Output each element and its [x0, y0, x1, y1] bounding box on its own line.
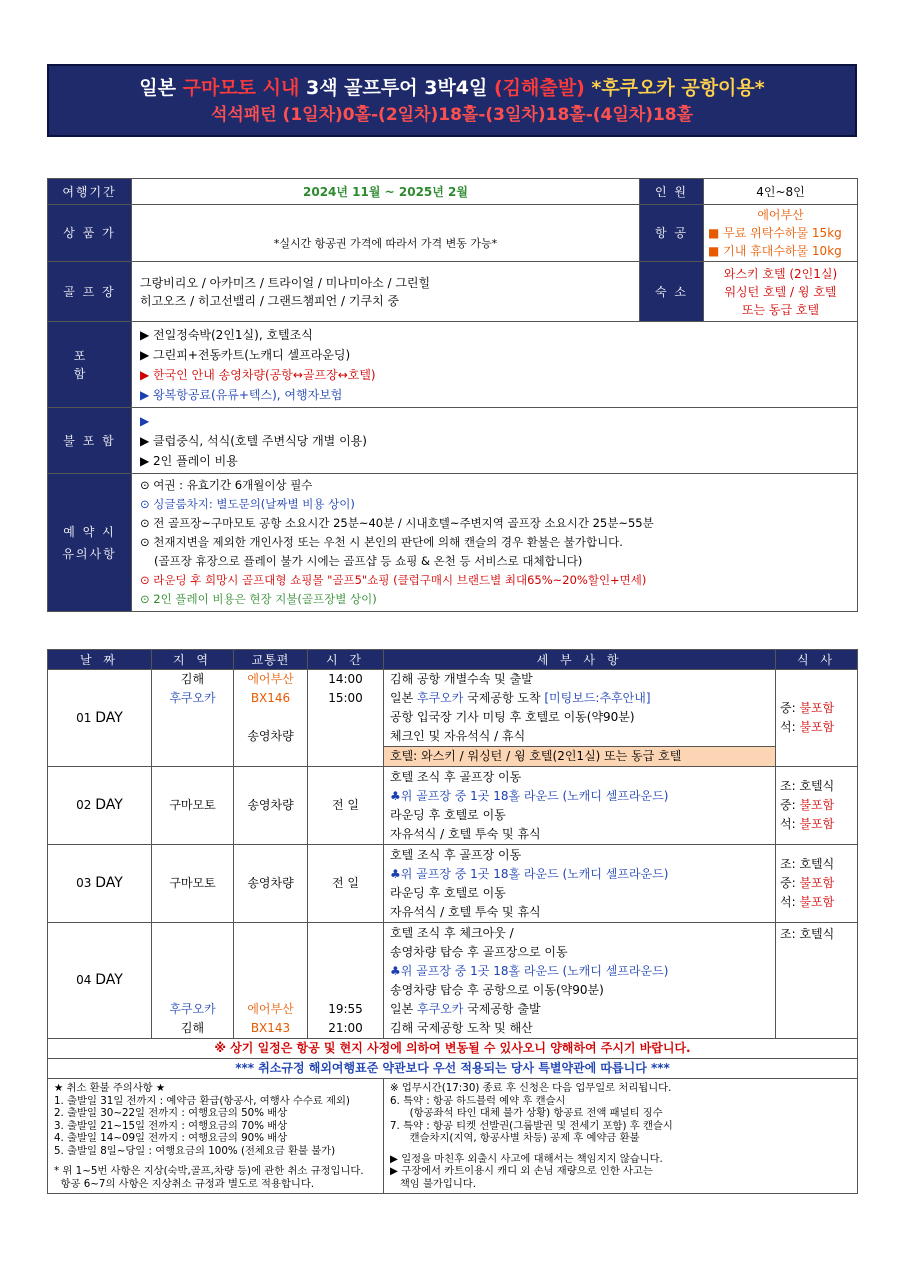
meal	[780, 796, 853, 815]
note-item: ⊙ 2인 플레이 비용은 현장 지불(골프장별 상이)	[140, 592, 377, 606]
note-item: ⊙ 천재지변을 제외한 개인사정 또는 우천 시 본인의 판단에 의해 캔슬의 경우 환불은 불가합니다.	[140, 535, 623, 549]
include-list	[132, 322, 858, 408]
cancel-line: 4. 출발일 14~09일 전까지 : 여행요금의 90% 배상	[54, 1132, 288, 1144]
meal	[780, 815, 853, 834]
detail-line: ♣위 골프장 중 1곳 18홀 라운드 (노캐디 셀프라운드)	[390, 963, 669, 978]
hotel-label: 숙 소	[640, 262, 704, 322]
hotel-info	[704, 262, 858, 322]
meal	[780, 874, 853, 893]
region: 김해	[180, 1021, 205, 1035]
baggage-carryon: ■ 기내 휴대수하물 10kg	[708, 244, 842, 258]
include-item: ▶ 한국인 안내 송영차량(공항↔골프장↔호텔)	[140, 367, 376, 382]
cancel-line: 6. 특약 : 항공 하드블럭 예약 후 캔슬시	[390, 1094, 566, 1107]
title-departure: (김해출발)	[493, 77, 585, 99]
day1-details	[384, 670, 776, 767]
cancel-line: * 위 1~5번 사항은 지상(숙박,골프,차량 등)에 관한 취소 규정입니다.	[54, 1165, 364, 1177]
meal-value: 불포함	[799, 798, 835, 812]
region: 후쿠오카	[169, 691, 216, 705]
golf-courses	[132, 262, 640, 322]
header-date: 날 짜	[48, 650, 152, 670]
day3-meals	[776, 845, 858, 923]
day3-region: 구마모토	[152, 845, 234, 923]
region: 후쿠오카	[169, 1002, 216, 1016]
cancel-line: (항공좌석 타인 대체 불가 상황) 항공료 전액 패널티 징수	[390, 1107, 663, 1119]
day3-details	[384, 845, 776, 923]
include-item: ▶ 왕복항공료(유류+텍스), 여행자보험	[140, 387, 343, 402]
period-label: 여행기간	[48, 179, 132, 205]
day4-transport	[234, 923, 308, 1039]
cancel-line: 1. 출발일 31일 전까지 : 예약금 환급(항공사, 여행사 수수료 제외)	[54, 1094, 350, 1107]
cancel-line: 항공 6~7의 사항은 지상취소 규정과 별도로 적용합니다.	[54, 1177, 315, 1190]
info-table	[47, 178, 858, 612]
title-airport: *후쿠오카 공항이용*	[584, 77, 765, 99]
cancel-policy-notice: *** 취소규정 해외여행표준 약관보다 우선 적용되는 당사 특별약관에 따릅니다 ***	[48, 1059, 858, 1079]
exclude-item: ▶ 클럽중식, 석식(호텔 주변식당 개별 이용)	[140, 433, 367, 448]
baggage-checked: ■ 무료 위탁수하물 15kg	[708, 226, 842, 240]
header-transport: 교통편	[234, 650, 308, 670]
day-number: 03	[76, 876, 92, 890]
detail-line: 호텔 조식 후 골프장 이동	[390, 769, 522, 784]
note-item: ⊙ 라운딩 후 희망시 골프대형 쇼핑몰 "골프5"쇼핑 (클럽구매시 브랜드별 최대65%~20%할인+면세)	[140, 573, 647, 587]
note-item: (골프장 휴장으로 플레이 불가 시에는 골프샵 등 쇼핑 & 온천 등 서비스로 대체합니다)	[154, 554, 583, 568]
meal	[780, 893, 853, 912]
day-unit: DAY	[95, 972, 123, 988]
banner-title	[49, 74, 855, 102]
day1-meals	[776, 670, 858, 767]
meal-type: 석:	[780, 817, 800, 831]
time: 19:55	[328, 1002, 363, 1016]
time: 21:00	[328, 1021, 363, 1035]
day2-region: 구마모토	[152, 767, 234, 845]
hotel-line: 워싱턴 호텔 / 윙 호텔	[724, 284, 837, 299]
day-04	[48, 923, 152, 1039]
airline: 에어부산	[247, 672, 294, 686]
meal	[780, 777, 853, 796]
detail-line: 공항 입국장 기사 미팅 후 호텔로 이동(약90분)	[390, 710, 635, 724]
header-time: 시 간	[308, 650, 384, 670]
meal-type: 중:	[780, 701, 800, 715]
day-03	[48, 845, 152, 923]
transfer: 송영차량	[247, 729, 294, 743]
meal	[780, 718, 853, 737]
meal	[780, 699, 853, 718]
include-label: 포 함	[48, 322, 132, 408]
title-city: 구마모토 시내	[182, 77, 300, 99]
hotel-line: 또는 동급 호텔	[741, 302, 820, 317]
time: 14:00	[328, 672, 363, 686]
airline-info	[704, 205, 858, 262]
header-details: 세 부 사 항	[384, 650, 776, 670]
cancel-line: 3. 출발일 21~15일 전까지 : 여행요금의 70% 배상	[54, 1119, 288, 1132]
meal-value: 호텔식	[799, 857, 835, 871]
airline-label: 항 공	[640, 205, 704, 262]
meal-type: 조:	[780, 779, 800, 793]
cancel-line: ▶ 구장에서 카트이용시 캐디 외 손님 재량으로 인한 사고는	[390, 1165, 653, 1177]
airline: 에어부산	[247, 1002, 294, 1016]
title-banner	[47, 64, 857, 137]
cancel-line: 2. 출발일 30~22일 전까지 : 여행요금의 50% 배상	[54, 1107, 288, 1119]
time: 15:00	[328, 691, 363, 705]
detail-line: 라운딩 후 호텔로 이동	[390, 885, 506, 900]
exclude-item: ▶	[140, 413, 150, 428]
day2-time: 전 일	[308, 767, 384, 845]
cancel-line: ★ 취소 환불 주의사항 ★	[54, 1082, 166, 1094]
notes-list	[132, 474, 858, 612]
day1-time	[308, 670, 384, 767]
detail-line: 라운딩 후 호텔로 이동	[390, 807, 506, 822]
detail-line: 김해 공항 개별수속 및 출발	[390, 672, 533, 686]
day2-details	[384, 767, 776, 845]
meal-type: 석:	[780, 720, 800, 734]
table-row	[48, 670, 858, 767]
day-unit: DAY	[95, 709, 123, 726]
include-item: ▶ 전일정숙박(2인1실), 호텔조식	[140, 327, 313, 342]
day4-time	[308, 923, 384, 1039]
note-item: ⊙ 싱글룸차지: 별도문의(날짜별 비용 상이)	[140, 497, 355, 511]
airline-name: 에어부산	[757, 208, 804, 222]
detail-line: 자유석식 / 호텔 투숙 및 휴식	[390, 826, 541, 841]
meal-value: 불포함	[799, 895, 835, 909]
flight-number: BX146	[250, 691, 291, 705]
price-label: 상 품 가	[48, 205, 132, 262]
detail-line: ♣위 골프장 중 1곳 18홀 라운드 (노캐디 셀프라운드)	[390, 788, 669, 803]
notes-label-line: 예 약 시	[63, 524, 116, 539]
meal-type: 중:	[780, 798, 800, 812]
detail-line: ♣위 골프장 중 1곳 18홀 라운드 (노캐디 셀프라운드)	[390, 866, 669, 881]
golf-line: 히고오즈 / 히고선밸리 / 그랜드챔피언 / 기쿠치 중	[140, 293, 400, 308]
flight-number: BX143	[250, 1021, 291, 1035]
people-value: 4인~8인	[704, 179, 858, 205]
day4-details	[384, 923, 776, 1039]
day1-region	[152, 670, 234, 767]
cancel-rules-right	[384, 1079, 858, 1194]
cancel-line: ▶ 일정을 마친후 외출시 사고에 대해서는 책임지지 않습니다.	[390, 1152, 663, 1165]
detail-line: 호텔 조식 후 골프장 이동	[390, 847, 522, 862]
header-region: 지 역	[152, 650, 234, 670]
meal-type: 석:	[780, 895, 800, 909]
exclude-label: 불 포 함	[48, 408, 132, 474]
day-unit: DAY	[95, 797, 123, 813]
meal: 조: 호텔식	[780, 927, 835, 941]
notes-label	[48, 474, 132, 612]
spacer	[54, 1157, 377, 1165]
meal-value: 불포함	[799, 720, 835, 734]
golf-line: 그랑비리오 / 아카미즈 / 트라이얼 / 미나미아소 / 그린힐	[140, 275, 431, 290]
detail-line: 일본 후쿠오카 국제공항 도착 [미팅보드:추후안내]	[390, 691, 651, 705]
meal-type: 중:	[780, 876, 800, 890]
banner-subtitle: 석석패턴 (1일차)0홀-(2일차)18홀-(3일차)18홀-(4일차)18홀	[210, 105, 694, 125]
golf-label: 골 프 장	[48, 262, 132, 322]
day-number: 02	[76, 798, 92, 812]
spacer	[390, 1145, 851, 1153]
detail-line: 송영차량 탑승 후 공항으로 이동(약90분)	[390, 982, 604, 997]
day4-meals	[776, 923, 858, 1039]
table-row	[48, 767, 858, 845]
day4-region	[152, 923, 234, 1039]
cancel-line: 5. 출발일 8일~당일 : 여행요금의 100% (전체요금 환불 불가)	[54, 1144, 336, 1157]
schedule-notice: ※ 상기 일정은 항공 및 현지 사정에 의하여 변동될 수 있사오니 양해하여 주시기 바랍니다.	[48, 1039, 858, 1059]
meal-value: 불포함	[799, 876, 835, 890]
meal	[780, 855, 853, 874]
day3-transport: 송영차량	[234, 845, 308, 923]
meal-value: 불포함	[799, 817, 835, 831]
meal-value: 불포함	[799, 701, 835, 715]
detail-line: 호텔 조식 후 체크아웃 /	[390, 925, 514, 940]
day-unit: DAY	[95, 875, 123, 891]
note-item: ⊙ 전 골프장~구마모토 공항 소요시간 25분~40분 / 시내호텔~주변지역 골프장 소요시간 25분~55분	[140, 516, 654, 530]
detail-line: 자유석식 / 호텔 투숙 및 휴식	[390, 904, 541, 919]
cancel-line: 7. 특약 : 항공 티켓 선발권(그룹발권 및 전세기 포함) 후 캔슬시	[390, 1119, 673, 1132]
header-meals: 식 사	[776, 650, 858, 670]
table-row	[48, 923, 858, 1039]
meal-value: 호텔식	[799, 779, 835, 793]
detail-line: 김해 국제공항 도착 및 해산	[390, 1020, 533, 1035]
day-02	[48, 767, 152, 845]
cancel-rules-left	[48, 1079, 384, 1194]
day2-transport: 송영차량	[234, 767, 308, 845]
title-part: 3색 골프투어 3박4일	[299, 77, 494, 99]
price-value: *실시간 항공권 가격에 따라서 가격 변동 가능*	[132, 205, 640, 262]
cancel-line: ※ 업무시간(17:30) 종료 후 신청은 다음 업무일로 처리됩니다.	[390, 1082, 672, 1094]
exclude-list	[132, 408, 858, 474]
hotel-line: 호텔: 와스키 / 워싱턴 / 윙 호텔(2인1실) 또는 동급 호텔	[384, 746, 775, 766]
day1-transport	[234, 670, 308, 767]
table-row	[48, 845, 858, 923]
title-part: 일본	[139, 77, 183, 99]
detail-line: 일본 후쿠오카 국제공항 출발	[390, 1001, 541, 1016]
period-value: 2024년 11월 ~ 2025년 2월	[132, 179, 640, 205]
detail-line: 체크인 및 자유석식 / 휴식	[390, 729, 526, 743]
schedule-table	[47, 649, 858, 1194]
cancel-line: 책임 불가입니다.	[390, 1177, 476, 1190]
exclude-item: ▶ 2인 플레이 비용	[140, 453, 238, 468]
day-number: 01	[76, 710, 92, 725]
note-item: ⊙ 여권 : 유효기간 6개월이상 필수	[140, 478, 313, 492]
day2-meals	[776, 767, 858, 845]
hotel-line: 와스키 호텔 (2인1실)	[723, 266, 838, 281]
day-01	[48, 670, 152, 767]
cancel-line: 캔슬차지(지역, 항공사별 차등) 공제 후 예약금 환불	[390, 1132, 640, 1144]
people-label: 인 원	[640, 179, 704, 205]
day-number: 04	[76, 973, 92, 987]
region: 김해	[180, 672, 205, 686]
day3-time: 전 일	[308, 845, 384, 923]
detail-line: 송영차량 탑승 후 골프장으로 이동	[390, 944, 568, 959]
include-item: ▶ 그린피+전동카트(노캐디 셀프라운딩)	[140, 347, 351, 362]
meal-type: 조:	[780, 857, 800, 871]
notes-label-line: 유의사항	[62, 546, 117, 561]
